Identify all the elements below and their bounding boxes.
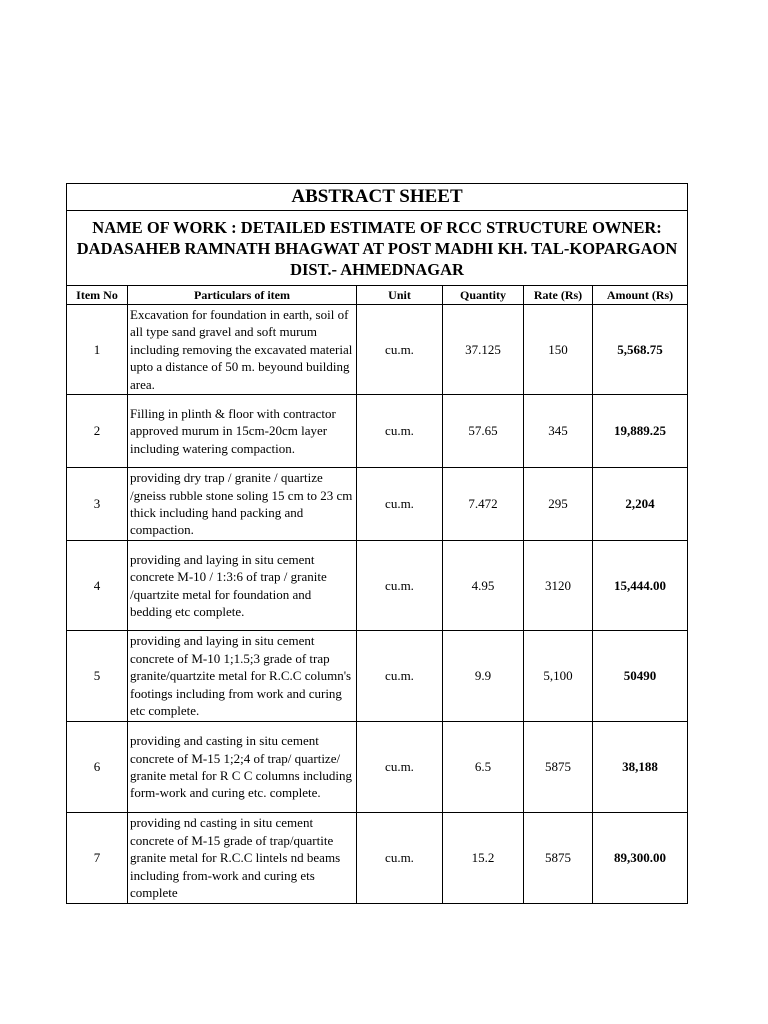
table-row	[67, 541, 688, 631]
item-no: 4	[67, 541, 128, 631]
table-row	[67, 631, 688, 722]
item-rate: 5,100	[524, 631, 593, 722]
table-row	[67, 813, 688, 904]
item-rate: 5875	[524, 813, 593, 904]
item-amount: 15,444.00	[593, 541, 688, 631]
table-row	[67, 722, 688, 813]
item-no: 5	[67, 631, 128, 722]
item-no: 1	[67, 305, 128, 395]
item-quantity: 6.5	[443, 722, 524, 813]
name-of-work: NAME OF WORK : DETAILED ESTIMATE OF RCC STRUCTURE OWNER: DADASAHEB RAMNATH BHAGWAT AT POST MADHI KH. TAL-KOPARGAON DIST.- AHMEDNAGAR	[67, 211, 688, 286]
item-quantity: 7.472	[443, 468, 524, 541]
item-no: 3	[67, 468, 128, 541]
item-rate: 345	[524, 395, 593, 468]
item-unit: cu.m.	[357, 541, 443, 631]
table-row	[67, 468, 688, 541]
item-unit: cu.m.	[357, 305, 443, 395]
header-particulars: Particulars of item	[128, 286, 357, 305]
item-amount: 38,188	[593, 722, 688, 813]
header-rate: Rate (Rs)	[524, 286, 593, 305]
item-quantity: 15.2	[443, 813, 524, 904]
item-particulars: Excavation for foundation in earth, soil of all type sand gravel and soft murum including removing the excavated material upto a distance of 50 m. beyound building area.	[128, 305, 357, 395]
item-unit: cu.m.	[357, 722, 443, 813]
item-quantity: 9.9	[443, 631, 524, 722]
item-unit: cu.m.	[357, 468, 443, 541]
item-rate: 5875	[524, 722, 593, 813]
header-quantity: Quantity	[443, 286, 524, 305]
item-particulars: providing nd casting in situ cement concrete of M-15 grade of trap/quartite granite metal for R.C.C lintels nd beams including from-work and curing ets complete	[128, 813, 357, 904]
header-row	[67, 286, 688, 305]
abstract-sheet-table	[66, 183, 688, 904]
item-particulars: providing dry trap / granite / quartize /gneiss rubble stone soling 15 cm to 23 cm thick including hand packing and compaction.	[128, 468, 357, 541]
item-amount: 19,889.25	[593, 395, 688, 468]
table-row	[67, 305, 688, 395]
header-unit: Unit	[357, 286, 443, 305]
item-amount: 89,300.00	[593, 813, 688, 904]
item-quantity: 4.95	[443, 541, 524, 631]
table-row	[67, 395, 688, 468]
item-particulars: providing and casting in situ cement concrete of M-15 1;2;4 of trap/ quartize/ granite metal for R C C columns including form-work and curing etc. complete.	[128, 722, 357, 813]
item-no: 2	[67, 395, 128, 468]
item-amount: 2,204	[593, 468, 688, 541]
header-amount: Amount (Rs)	[593, 286, 688, 305]
item-unit: cu.m.	[357, 395, 443, 468]
item-rate: 295	[524, 468, 593, 541]
item-quantity: 57.65	[443, 395, 524, 468]
item-particulars: Filling in plinth & floor with contractor approved murum in 15cm-20cm layer including watering compaction.	[128, 395, 357, 468]
item-amount: 5,568.75	[593, 305, 688, 395]
item-rate: 3120	[524, 541, 593, 631]
item-no: 6	[67, 722, 128, 813]
item-particulars: providing and laying in situ cement concrete M-10 / 1:3:6 of trap / granite /quartzite metal for foundation and bedding etc complete.	[128, 541, 357, 631]
item-amount: 50490	[593, 631, 688, 722]
header-item-no: Item No	[67, 286, 128, 305]
item-particulars: providing and laying in situ cement concrete of M-10 1;1.5;3 grade of trap granite/quartzite metal for R.C.C column's footings including from work and curing etc complete.	[128, 631, 357, 722]
item-unit: cu.m.	[357, 813, 443, 904]
item-no: 7	[67, 813, 128, 904]
item-quantity: 37.125	[443, 305, 524, 395]
item-unit: cu.m.	[357, 631, 443, 722]
item-rate: 150	[524, 305, 593, 395]
sheet-title: ABSTRACT SHEET	[67, 184, 688, 211]
